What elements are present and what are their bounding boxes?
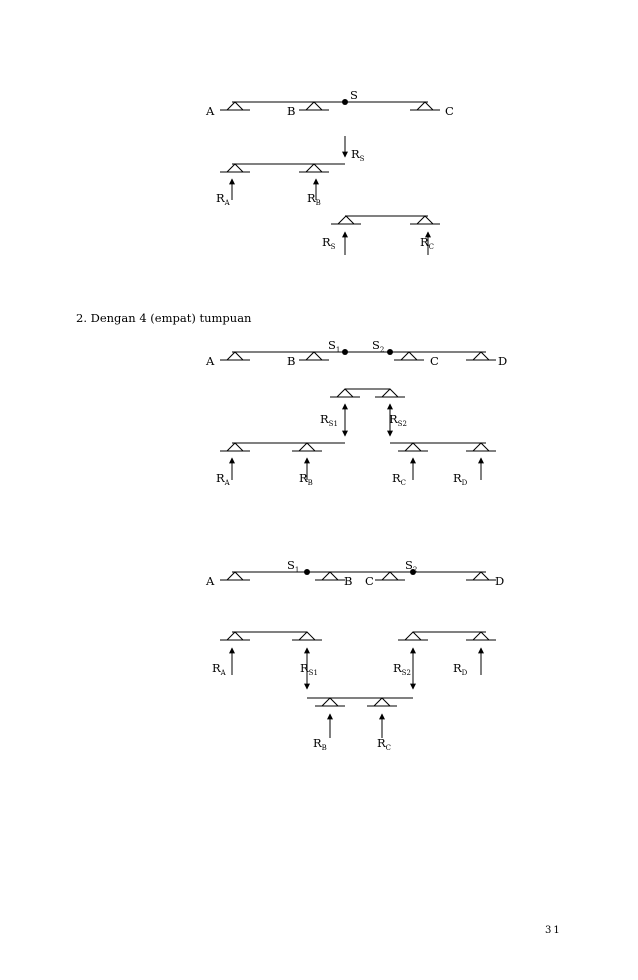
support-d-2	[466, 352, 496, 360]
support-b	[299, 102, 329, 110]
hinge-s2-2	[387, 349, 393, 355]
support-b-sub-2	[292, 443, 322, 451]
support-a-2	[220, 352, 250, 360]
support-s1-sub-2	[330, 389, 360, 397]
page-number: 31	[545, 925, 562, 936]
support-s1-sub-3	[292, 632, 322, 640]
support-s-sub	[331, 216, 361, 224]
label-rc: $R_C$	[420, 235, 435, 251]
label-d-3: D	[495, 574, 505, 588]
label-rb: $R_B$	[307, 191, 321, 207]
support-a-sub	[220, 164, 250, 172]
label-rs-top: $R_S$	[351, 147, 365, 163]
hinge-s1-3	[304, 569, 310, 575]
section-title: 2. Dengan 4 (empat) tumpuan	[76, 311, 252, 325]
label-rs1-2: $R_{S1}$	[320, 412, 338, 428]
support-a-sub-3	[220, 632, 250, 640]
label-rb-3: $R_B$	[313, 736, 327, 752]
label-rc-3: $R_C$	[377, 736, 392, 752]
support-c-sub-2	[398, 443, 428, 451]
label-s1-2: $S_1$	[328, 338, 341, 354]
label-s1-3: $S_1$	[287, 558, 300, 574]
diagram-1	[205, 88, 454, 255]
support-c-sub	[410, 216, 440, 224]
support-b-sub-3	[315, 698, 345, 706]
support-a	[220, 102, 250, 110]
label-rs2-2: $R_{S2}$	[389, 412, 407, 428]
support-a-sub-2	[220, 443, 250, 451]
label-s2-3: $S_2$	[405, 558, 418, 574]
diagram-2	[205, 338, 507, 487]
label-ra: $R_A$	[216, 191, 230, 207]
support-d-3	[466, 572, 496, 580]
label-c-3: C	[365, 574, 374, 588]
label-s2-2: $S_2$	[372, 338, 385, 354]
label-rd-2: $R_D$	[453, 471, 468, 487]
label-s: S	[350, 88, 358, 102]
label-a-2: A	[206, 354, 215, 368]
support-c-sub-3	[367, 698, 397, 706]
label-rc-2: $R_C$	[392, 471, 407, 487]
support-d-sub-3	[466, 632, 496, 640]
label-b-2: B	[287, 354, 296, 368]
label-a-3: A	[206, 574, 215, 588]
label-rs-bottom: $R_S$	[322, 235, 336, 251]
label-ra-2: $R_A$	[216, 471, 230, 487]
support-c	[410, 102, 440, 110]
support-c-3	[375, 572, 405, 580]
support-b-2	[299, 352, 329, 360]
hinge-s	[342, 99, 348, 105]
support-c-2	[394, 352, 424, 360]
label-d-2: D	[498, 354, 508, 368]
support-b-3	[315, 572, 345, 580]
label-rd-3: $R_D$	[453, 661, 468, 677]
label-rb-2: $R_B$	[299, 471, 313, 487]
support-d-sub-2	[466, 443, 496, 451]
label-c: C	[445, 104, 454, 118]
diagram-3	[205, 558, 504, 752]
support-s2-sub-2	[375, 389, 405, 397]
label-b-3: B	[344, 574, 353, 588]
label-ra-3: $R_A$	[212, 661, 226, 677]
label-c-2: C	[430, 354, 439, 368]
support-b-sub	[299, 164, 329, 172]
label-rs1-3: $R_{S1}$	[300, 661, 318, 677]
support-a-3	[220, 572, 250, 580]
label-a: A	[206, 104, 215, 118]
support-s2-sub-3	[398, 632, 428, 640]
hinge-s1-2	[342, 349, 348, 355]
label-b: B	[287, 104, 296, 118]
label-rs2-3: $R_{S2}$	[393, 661, 411, 677]
